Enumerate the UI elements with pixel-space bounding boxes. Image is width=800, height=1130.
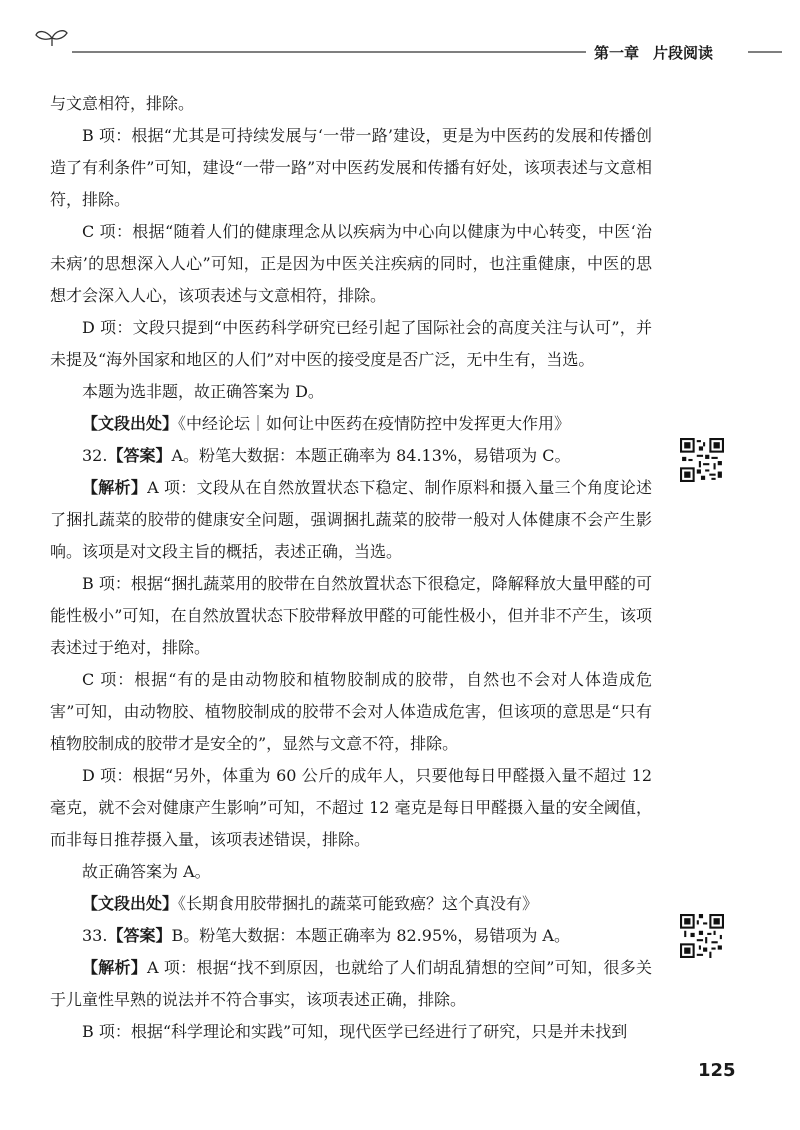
answer-tag: 【答案】: [107, 926, 172, 945]
source-note: 【文段出处】《长期食用胶带捆扎的蔬菜可能致癌？这个真没有》: [82, 894, 539, 913]
answer-32: 32.【答案】A。粉笔大数据：本题正确率为 84.13%，易错项为 C。: [82, 446, 571, 465]
paragraph: B 项：根据“科学理论和实践”可知，现代医学已经进行了研究，只是并未找到: [82, 1022, 628, 1041]
paragraph: B 项：根据“捆扎蔬菜用的胶带在自然放置状态下很稳定，降解释放大量甲醛的可能性极小”可知，在自然放置状态下胶带释放甲醛的可能性极小，但并非不产生，该项表述过于绝对，排除。: [50, 574, 652, 657]
page-number: 125: [698, 1060, 736, 1081]
paragraph: B 项：根据“尤其是可持续发展与‘一带一路’建设，更是为中医药的发展和传播创造了有利条件”可知，建设“一带一路”对中医药发展和传播有好处，该项表述与文意相符，排除。: [50, 126, 652, 209]
source-tag: 【文段出处】: [82, 414, 179, 433]
analysis-tag: 【解析】: [82, 478, 148, 497]
analysis-32: 【解析】A 项：文段从在自然放置状态下稳定、制作原料和摄入量三个角度论述了捆扎蔬菜的胶带的健康安全问题，强调捆扎蔬菜的胶带一般对人体健康不会产生影响。该项是对文段主旨的概括，表述正确，当选。: [50, 478, 652, 561]
page-content: [50, 88, 652, 1048]
paragraph: 与文意相符，排除。: [50, 94, 195, 113]
paragraph: C 项：根据“有的是由动物胶和植物胶制成的胶带，自然也不会对人体造成危害”可知，由动物胶、植物胶制成的胶带不会对人体造成危害，但该项的意思是“只有植物胶制成的胶带才是安全的”，显然与文意不符，排除。: [50, 670, 652, 753]
source-tag: 【文段出处】: [82, 894, 179, 913]
page-header: [0, 0, 800, 70]
paragraph: D 项：文段只提到“中医药科学研究已经引起了国际社会的高度关注与认可”，并未提及“海外国家和地区的人们”对中医的接受度是否广泛，无中生有，当选。: [50, 318, 652, 369]
paragraph: C 项：根据“随着人们的健康理念从以疾病为中心向以健康为中心转变，中医‘治未病’的思想深入人心”可知，正是因为中医关注疾病的同时，也注重健康，中医的思想才会深入人心，该项表述与文意相符，排除。: [50, 222, 652, 305]
source-note: 【文段出处】《中经论坛｜如何让中医药在疫情防控中发挥更大作用》: [82, 414, 571, 433]
qr-code-icon[interactable]: [680, 438, 724, 482]
paragraph: D 项：根据“另外，体重为 60 公斤的成年人，只要他每日甲醛摄入量不超过 12 毫克，就不会对健康产生影响”可知，不超过 12 毫克是每日甲醛摄入量的安全阈值，而非每日推荐摄入量，该项表述错误，排除。: [50, 766, 652, 849]
analysis-33: 【解析】A 项：根据“找不到原因，也就给了人们胡乱猜想的空间”可知，很多关于儿童性早熟的说法并不符合事实，该项表述正确，排除。: [50, 958, 652, 1009]
section-title: 片段阅读: [653, 44, 714, 62]
paragraph: 本题为选非题，故正确答案为 D。: [82, 382, 324, 401]
paragraph: 故正确答案为 A。: [82, 862, 211, 881]
answer-tag: 【答案】: [107, 446, 172, 465]
sprout-icon: [36, 31, 67, 46]
analysis-tag: 【解析】: [82, 958, 148, 977]
qr-code-icon[interactable]: [680, 914, 724, 958]
chapter-title: [590, 42, 748, 63]
answer-33: 33.【答案】B。粉笔大数据：本题正确率为 82.95%，易错项为 A。: [82, 926, 570, 945]
chapter-number: 第一章: [594, 44, 640, 62]
